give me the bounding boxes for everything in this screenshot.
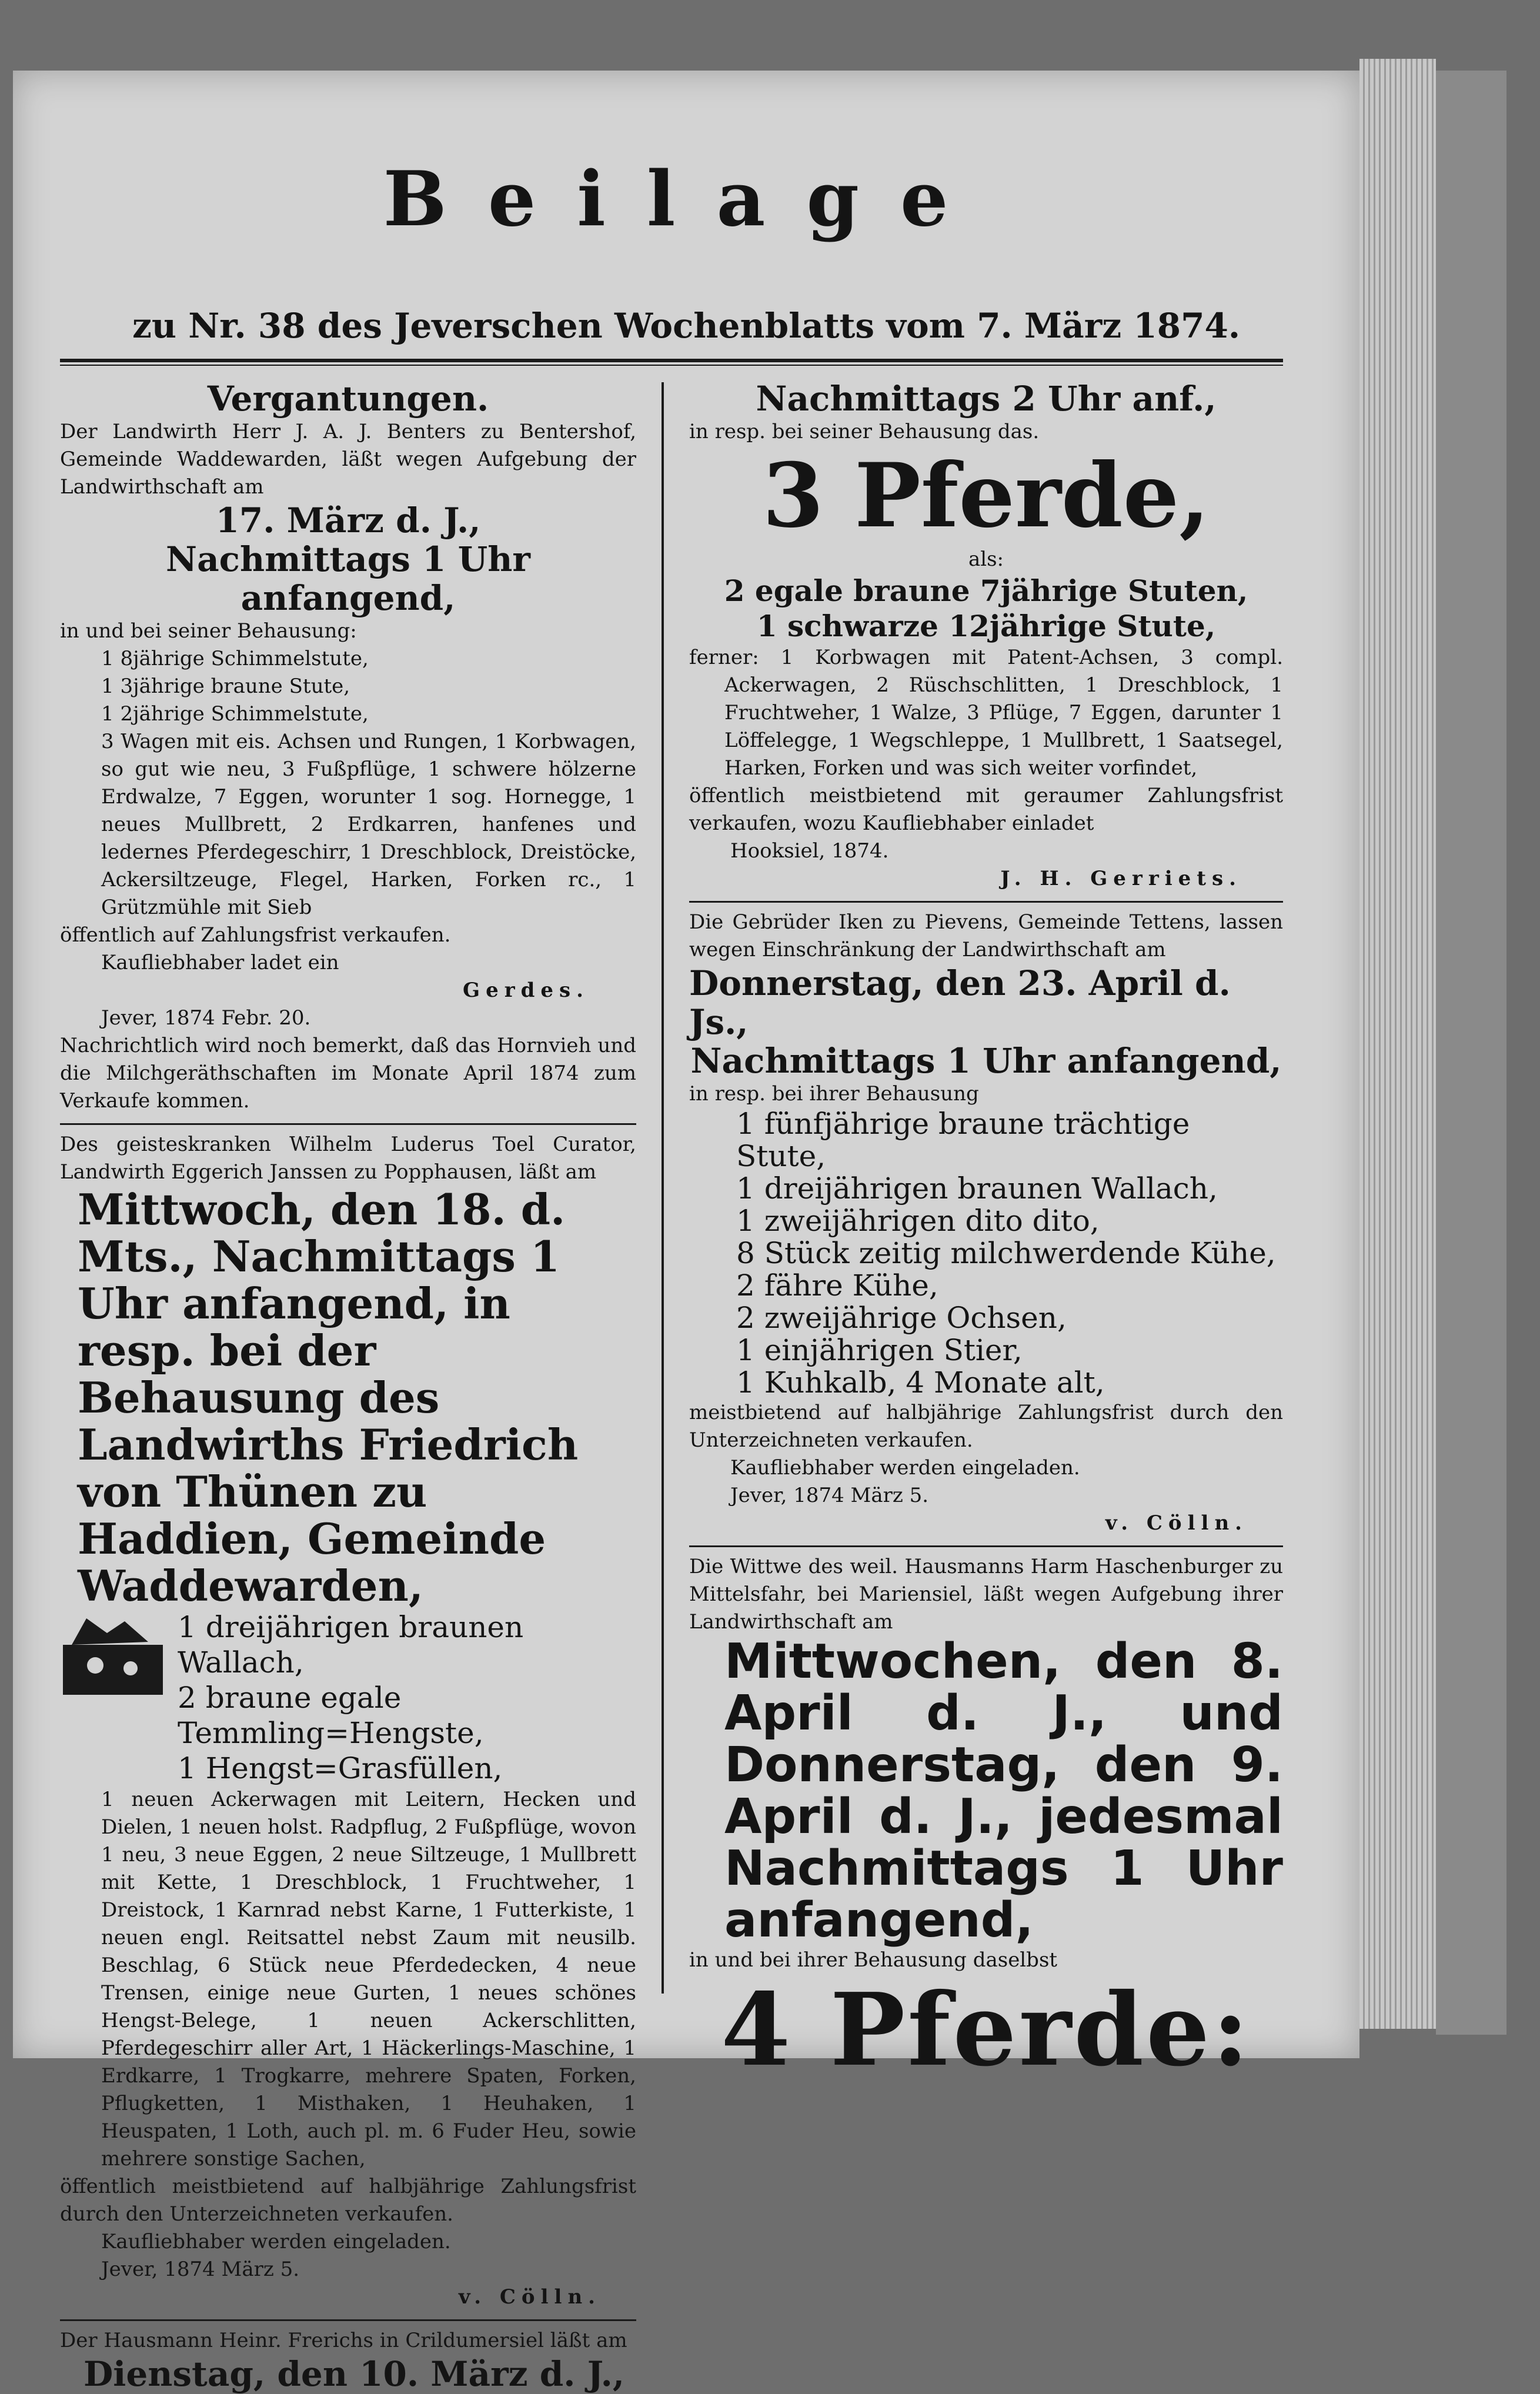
ad-gerriets (689, 379, 1283, 893)
list-item: 1 8jährige Schimmelstute, (101, 647, 369, 670)
list-item: 8 Stück zeitig milchwerdende Kühe, (736, 1236, 1276, 1270)
ad-signature: J. H. Gerriets. (1000, 867, 1242, 890)
ad-als: als: (968, 547, 1004, 571)
ad-place: in resp. bei seiner Behausung das. (689, 420, 1040, 443)
ad-sale: öffentlich meistbietend mit geraumer Zahlungsfrist verkaufen, wozu Kaufliebhaber einladet (689, 784, 1283, 835)
ad-intro: Die Wittwe des weil. Hausmanns Harm Haschenburger zu Mittelsfahr, bei Mariensiel, läßt wegen Aufgebung ihrer Landwirthschaft am (689, 1555, 1283, 1634)
ad-iken (689, 909, 1283, 1537)
list-item: 1 3jährige braune Stute, (101, 675, 350, 698)
ad-place: in und bei seiner Behausung: (60, 619, 357, 643)
ad-haschenburger (689, 1553, 1283, 2089)
ad-items (178, 1610, 636, 1786)
ad-headline: 3 Pferde, (762, 444, 1210, 547)
ad-intro: Des geisteskranken Wilhelm Luderus Toel Curator, Landwirth Eggerich Janssen zu Popphausen, läßt am (60, 1133, 636, 1184)
list-item: 1 2jährige Schimmelstute, (101, 702, 369, 726)
section-heading: Vergantungen. (207, 379, 489, 419)
ad-signature: v. Cölln. (458, 2285, 601, 2309)
ad-intro: Die Gebrüder Iken zu Pievens, Gemeinde Tettens, lassen wegen Einschränkung der Landwirthschaft am (689, 910, 1283, 961)
ad-frerichs (60, 2327, 636, 2393)
ad-signature: Gerdes. (463, 979, 589, 1002)
ad-signature: v. Cölln. (1105, 1511, 1248, 1535)
ad-sale: meistbietend auf halbjährige Zahlungsfrist durch den Unterzeichneten verkaufen. (689, 1401, 1283, 1452)
ad-dateline: Jever, 1874 Febr. 20. (101, 1006, 311, 1030)
page-edges (1359, 59, 1436, 2029)
header-rule-top (60, 359, 1283, 362)
ad-separator (60, 2319, 636, 2321)
ad-bottom-headline: 4 Pferde: (721, 1971, 1251, 2089)
ad-toel (60, 1131, 636, 2311)
ad-more-items: 1 neuen Ackerwagen mit Leitern, Hecken und Dielen, 1 neuen holst. Radpflug, 2 Fußpflüge, wovon 1 neu, 3 neue Eggen, 2 neue Siltzeuge, 1 Mullbrett mit Kette, 1 Dreschblock, 1 Fruchtweher, 1 Dreistock, 1 Karnrad nebst Karne, 1 Futterkiste, 1 neuen engl. Reitsattel nebst Zaum mit neusilb. Beschlag, 6 Stück neue Pferdedecken, 4 neue Trensen, einige neue Gurten, 1 neues schönes Hengst-Belege, 1 neuen Ackerschlitten, Pferdegeschirr aller Art, 1 Häckerlings-Maschine, 1 Erdkarre, 1 Trogkarre, mehrere Spaten, Forken, Pflugketten, 1 Misthaken, 1 Heuhaken, 1 Heuspaten, 1 Loth, auch pl. m. 6 Fuder Heu, sowie mehrere sonstige Sachen, (101, 1788, 636, 2171)
list-item: 1 fünfjährige braune trächtige Stute, (736, 1107, 1190, 1173)
list-item: 1 zweijährigen dito dito, (736, 1204, 1100, 1238)
ad-dateline: Jever, 1874 März 5. (101, 2258, 300, 2281)
list-item: 1 Kuhkalb, 4 Monate alt, (736, 1365, 1105, 1400)
ad-buyers: Kaufliebhaber ladet ein (101, 951, 339, 974)
page-subtitle: zu Nr. 38 des Jeverschen Wochenblatts vom 7. März 1874. (132, 306, 1241, 346)
ad-intro: Der Hausmann Heinr. Frerichs in Crildumersiel läßt am (60, 2329, 627, 2352)
list-item: 2 egale braune 7jährige Stuten, (724, 573, 1248, 608)
list-item: 1 dreijährigen braunen Wallach, (178, 1610, 524, 1680)
list-item: 1 einjährigen Stier, (736, 1333, 1023, 1367)
left-column (60, 379, 636, 2394)
ad-date: Donnerstag, den 23. April d. Js., (689, 963, 1231, 1042)
ad-intro: Der Landwirth Herr J. A. J. Benters zu Bentershof, Gemeinde Waddewarden, läßt wegen Aufgebung der Landwirthschaft am (60, 420, 636, 499)
ad-more-items: 3 Wagen mit eis. Achsen und Rungen, 1 Korbwagen, so gut wie neu, 3 Fußpflüge, 1 schwere hölzerne Erdwalze, 7 Eggen, worunter 1 sog. Hornegge, 1 neues Mullbrett, 2 Erdkarren, hanfenes und ledernes Pferdegeschirr, 1 Dreschblock, Dreistöcke, Ackersiltzeuge, Flegel, Harken, Forken rc., 1 Grützmühle mit Sieb (101, 730, 636, 919)
ad-sale: öffentlich auf Zahlungsfrist verkaufen. (60, 923, 451, 947)
ad-buyers: Kaufliebhaber werden eingeladen. (730, 1456, 1080, 1480)
ad-item-row (60, 1610, 636, 1786)
ad-time: Nachmittags 1 Uhr anfangend, (166, 539, 530, 618)
ad-separator (689, 1545, 1283, 1547)
right-column (689, 379, 1283, 2089)
ad-items (60, 645, 636, 728)
ad-separator (689, 901, 1283, 903)
ad-buyers: Kaufliebhaber werden eingeladen. (101, 2230, 451, 2253)
ad-headline: Mittwochen, den 8. April d. J., und Donnerstag, den 9. April d. J., jedesmal Nachmittags 1 Uhr anfangend, (724, 1634, 1283, 1948)
ad-place: in und bei ihrer Behausung daselbst (689, 1948, 1058, 1972)
list-item: 2 zweijährige Ochsen, (736, 1301, 1067, 1335)
ad-more-items: ferner: 1 Korbwagen mit Patent-Achsen, 3 compl. Ackerwagen, 2 Rüschschlitten, 1 Dreschblock, 1 Fruchtweher, 1 Walze, 3 Pflüge, 7 Eggen, darunter 1 Löffelegge, 1 Wegschleppe, 1 Mullbrett, 1 Saatsegel, Harken, Forken und was sich weiter vorfindet, (689, 646, 1283, 780)
ad-benters (60, 379, 636, 1115)
list-item: 1 dreijährigen braunen Wallach, (736, 1171, 1218, 1206)
ad-note: Nachrichtlich wird noch bemerkt, daß das Hornvieh und die Milchgeräthschaften im Monate April 1874 zum Verkaufe kommen. (60, 1034, 636, 1113)
ad-place: in resp. bei ihrer Behausung (689, 1082, 979, 1106)
ad-dateline: Jever, 1874 März 5. (730, 1484, 929, 1507)
header-rule-bottom (60, 365, 1283, 366)
ad-items (689, 1108, 1283, 1399)
ad-dateline: Hooksiel, 1874. (730, 839, 889, 863)
list-item: 2 braune egale Temmling=Hengste, (178, 1681, 484, 1750)
ad-headline: Mittwoch, den 18. d. Mts., Nachmittags 1 Uhr anfangend, in resp. bei der Behausung des Landwirths Friedrich von Thünen zu Haddien, Gemeinde Waddewarden, (78, 1184, 579, 1611)
book-edge (1436, 71, 1506, 2035)
ad-sale: öffentlich meistbietend auf halbjährige Zahlungsfrist durch den Unterzeichneten verkaufen. (60, 2175, 636, 2226)
column-divider (662, 382, 664, 1994)
page-title: Beilage (383, 155, 990, 243)
list-item: 1 schwarze 12jährige Stute, (756, 609, 1216, 643)
list-item: 1 Hengst=Grasfüllen, (178, 1751, 503, 1785)
ad-date: Dienstag, den 10. März d. J., (83, 2354, 625, 2394)
list-item: 2 fähre Kühe, (736, 1268, 938, 1303)
ad-separator (60, 1123, 636, 1125)
newspaper-page (13, 71, 1359, 2394)
ad-time: Nachmittags 2 Uhr anf., (756, 379, 1217, 419)
ad-date: 17. März d. J., (215, 500, 481, 540)
horse-icon (60, 1610, 166, 1698)
ad-time: Nachmittags 1 Uhr anfangend, (690, 1041, 1282, 1081)
